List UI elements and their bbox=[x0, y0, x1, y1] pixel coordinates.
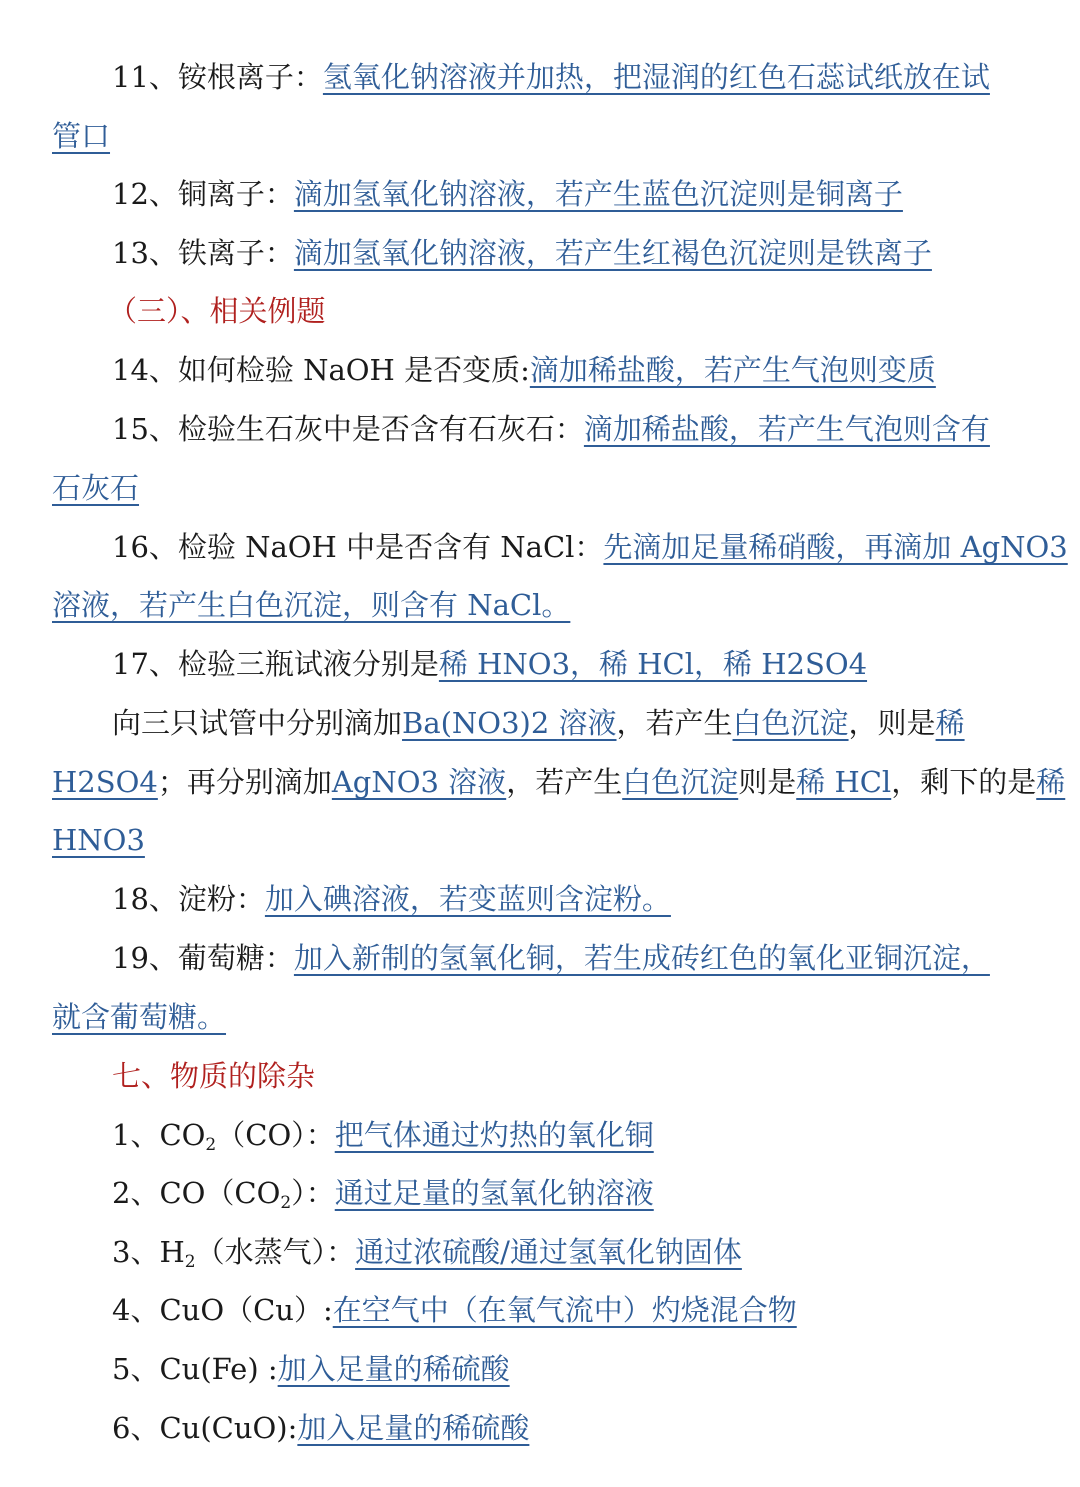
item-17-question: 17、检验三瓶试液分别是 bbox=[112, 647, 439, 681]
item-17-acids: 稀 HNO3，稀 HCl，稀 H2SO4 bbox=[438, 647, 868, 681]
subscript: 2 bbox=[205, 1135, 217, 1155]
item-15-answer-cont: 石灰石 bbox=[52, 471, 140, 505]
impurity: （水蒸气）： bbox=[195, 1235, 356, 1269]
item-12-answer: 滴加氢氧化钠溶液，若产生蓝色沉淀则是铜离子 bbox=[293, 177, 903, 211]
item-19-line1 bbox=[112, 938, 1017, 978]
item-17-line3 bbox=[52, 762, 1066, 802]
purify-row-1 bbox=[112, 1115, 1017, 1165]
item-17-line2 bbox=[112, 703, 1017, 743]
item-16-answer-cont: 溶液，若产生白色沉淀，则含有 NaCl。 bbox=[52, 588, 571, 622]
item-11-line2 bbox=[52, 116, 1017, 156]
row-number: 3、 bbox=[112, 1235, 160, 1269]
row-number: 2、 bbox=[112, 1176, 160, 1210]
item-17-text: ；再分别滴加 bbox=[157, 765, 332, 799]
row-number: 5、 bbox=[112, 1352, 160, 1386]
purify-row-4 bbox=[112, 1290, 1017, 1330]
item-17-answer1: 稀 bbox=[935, 706, 965, 740]
item-14-question: 14、如何检验 NaOH 是否变质: bbox=[112, 353, 530, 387]
item-19-line2 bbox=[52, 997, 1017, 1037]
item-15-line2 bbox=[52, 468, 1017, 508]
item-16-line1 bbox=[112, 527, 1068, 567]
item-17-precipitate1: 白色沉淀 bbox=[732, 706, 849, 740]
item-17-text: ，若产生 bbox=[506, 765, 623, 799]
item-17-text: 则是 bbox=[738, 765, 797, 799]
item-17-precipitate2: 白色沉淀 bbox=[622, 765, 739, 799]
item-15-line1 bbox=[112, 409, 1017, 449]
item-14-answer: 滴加稀盐酸，若产生气泡则变质 bbox=[529, 353, 936, 387]
item-15-question: 15、检验生石灰中是否含有石灰石： bbox=[112, 412, 584, 446]
item-15-answer: 滴加稀盐酸，若产生气泡则含有 bbox=[583, 412, 990, 446]
item-11-answer-cont: 管口 bbox=[52, 119, 111, 153]
item-17-reagent1: Ba(NO3)2 溶液 bbox=[402, 706, 617, 740]
item-17-answer1-cont: H2SO4 bbox=[52, 765, 158, 799]
purify-method-6: 加入足量的稀硫酸 bbox=[297, 1411, 530, 1445]
item-18-answer: 加入碘溶液，若变蓝则含淀粉。 bbox=[264, 882, 671, 916]
substance: CO bbox=[159, 1118, 206, 1152]
row-number: 4、 bbox=[112, 1293, 160, 1327]
item-19-answer: 加入新制的氢氧化铜，若生成砖红色的氧化亚铜沉淀， bbox=[293, 941, 990, 975]
item-16-question: 16、检验 NaOH 中是否含有 NaCl： bbox=[112, 530, 604, 564]
purify-row-6 bbox=[112, 1408, 1017, 1448]
item-17-text: 向三只试管中分别滴加 bbox=[112, 706, 403, 740]
item-19-question: 19、葡萄糖： bbox=[112, 941, 294, 975]
item-13-answer: 滴加氢氧化钠溶液，若产生红褐色沉淀则是铁离子 bbox=[293, 236, 932, 270]
impurity: ）： bbox=[291, 1176, 335, 1210]
row-number: 1、 bbox=[112, 1118, 160, 1152]
impurity: （CO）： bbox=[216, 1118, 335, 1152]
substance: Cu(Fe) : bbox=[159, 1352, 278, 1386]
substance: H bbox=[159, 1235, 185, 1269]
item-18 bbox=[112, 879, 1017, 919]
item-17-reagent2: AgNO3 溶液 bbox=[331, 765, 507, 799]
item-16-line2 bbox=[52, 585, 1017, 625]
purify-method-1: 把气体通过灼热的氧化铜 bbox=[334, 1118, 654, 1152]
item-17-line1 bbox=[112, 644, 1017, 684]
substance: Cu(CuO): bbox=[159, 1411, 298, 1445]
item-11-answer: 氢氧化钠溶液并加热，把湿润的红色石蕊试纸放在试 bbox=[322, 60, 990, 94]
item-17-text: ，剩下的是 bbox=[891, 765, 1037, 799]
purify-row-3 bbox=[112, 1232, 1017, 1282]
item-17-line4 bbox=[52, 820, 1017, 860]
item-19-answer-cont: 就含葡萄糖。 bbox=[52, 1000, 227, 1034]
purify-method-3: 通过浓硫酸/通过氢氧化钠固体 bbox=[355, 1235, 742, 1269]
purify-method-4: 在空气中（在氧气流中）灼烧混合物 bbox=[332, 1293, 797, 1327]
item-18-question: 18、淀粉： bbox=[112, 882, 265, 916]
row-number: 6、 bbox=[112, 1411, 160, 1445]
item-17-text: ，则是 bbox=[848, 706, 936, 740]
item-16-answer: 先滴加足量稀硝酸，再滴加 AgNO3 bbox=[603, 530, 1068, 564]
item-17-answer2: 稀 HCl bbox=[796, 765, 892, 799]
substance: CuO（Cu）: bbox=[159, 1293, 333, 1327]
item-12-question: 12、铜离子： bbox=[112, 177, 294, 211]
item-12 bbox=[112, 174, 1017, 214]
section-7-heading: 七、物质的除杂 bbox=[112, 1059, 316, 1093]
item-17-answer3-cont: HNO3 bbox=[52, 823, 145, 857]
item-11-question: 11、铵根离子： bbox=[112, 60, 323, 94]
item-13 bbox=[112, 233, 1017, 273]
subscript: 2 bbox=[280, 1193, 292, 1213]
item-14 bbox=[112, 350, 1017, 390]
substance: CO（CO bbox=[159, 1176, 281, 1210]
item-13-question: 13、铁离子： bbox=[112, 236, 294, 270]
purify-method-5: 加入足量的稀硫酸 bbox=[277, 1352, 510, 1386]
purify-row-2 bbox=[112, 1173, 1017, 1223]
section-3-heading: （三）、相关例题 bbox=[108, 294, 326, 328]
item-17-text: ，若产生 bbox=[616, 706, 733, 740]
item-11-line1 bbox=[112, 57, 1017, 97]
purify-row-5 bbox=[112, 1349, 1017, 1389]
subscript: 2 bbox=[184, 1252, 196, 1272]
item-17-answer3: 稀 bbox=[1036, 765, 1066, 799]
purify-method-2: 通过足量的氢氧化钠溶液 bbox=[334, 1176, 654, 1210]
